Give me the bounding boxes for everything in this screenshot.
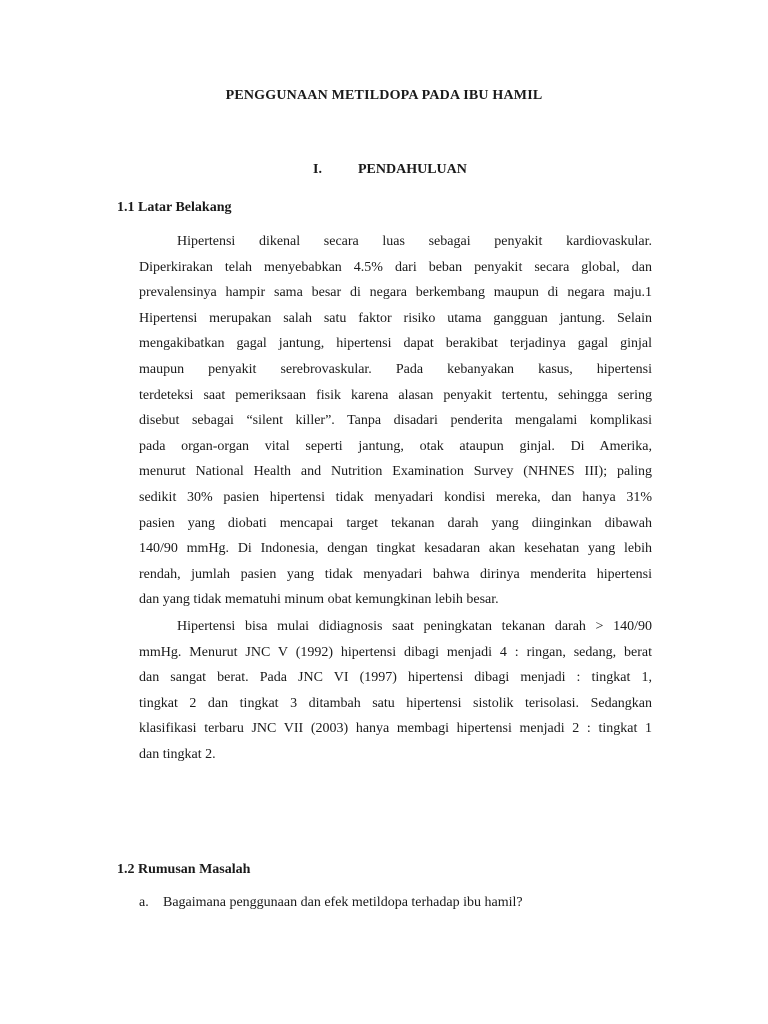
paragraph-line: terdeteksi saat pemeriksaan fisik karena alasan penyakit tertentu, sehingga sering (139, 387, 652, 403)
paragraph-line: mmHg. Menurut JNC V (1992) hipertensi dibagi menjadi 4 : ringan, sedang, berat (139, 644, 652, 660)
paragraph-line: dan tingkat 2. (139, 746, 216, 762)
paragraph-line: dan yang tidak mematuhi minum obat kemungkinan lebih besar. (139, 592, 499, 608)
paragraph-line: disebut sebagai “silent killer”. Tanpa disadari penderita mengalami komplikasi (139, 413, 652, 429)
list-item (139, 895, 523, 911)
paragraph-line: pasien yang diobati mencapai target tekanan darah yang diinginkan dibawah (139, 515, 652, 531)
paragraph-latar-belakang-1 (139, 229, 652, 613)
paragraph-line: Diperkirakan telah menyebabkan 4.5% dari beban penyakit secara global, dan (139, 259, 652, 275)
section-heading-latar-belakang: 1.1 Latar Belakang (117, 200, 232, 215)
chapter-number: I. (313, 162, 322, 177)
paragraph-line: pada organ-organ vital seperti jantung, otak ataupun ginjal. Di Amerika, (139, 438, 652, 454)
paragraph-line: Hipertensi merupakan salah satu faktor risiko utama gangguan jantung. Selain (139, 310, 652, 326)
paragraph-line: Hipertensi bisa mulai didiagnosis saat peningkatan tekanan darah > 140/90 (177, 619, 652, 634)
paragraph-line: rendah, jumlah pasien yang tidak menyadari bahwa dirinya menderita hipertensi (139, 566, 652, 582)
section-heading-rumusan-masalah: 1.2 Rumusan Masalah (117, 862, 251, 877)
paragraph-line: prevalensinya hampir sama besar di negara berkembang maupun di negara maju.1 (139, 285, 652, 301)
paragraph-line: dan sangat berat. Pada JNC VI (1997) hipertensi dibagi menjadi : tingkat 1, (139, 670, 652, 686)
paragraph-line: klasifikasi terbaru JNC VII (2003) hanya membagi hipertensi menjadi 2 : tingkat 1 (139, 721, 652, 737)
paragraph-line: 140/90 mmHg. Di Indonesia, dengan tingkat kesadaran akan kesehatan yang lebih (139, 541, 652, 557)
document-title: PENGGUNAAN METILDOPA PADA IBU HAMIL (225, 88, 543, 103)
paragraph-line: tingkat 2 dan tingkat 3 ditambah satu hipertensi sistolik terisolasi. Sedangkan (139, 695, 652, 711)
paragraph-line: menurut National Health and Nutrition Examination Survey (NHNES III); paling (139, 464, 652, 480)
paragraph-line: maupun penyakit serebrovaskular. Pada kebanyakan kasus, hipertensi (139, 361, 652, 377)
paragraph-line: Hipertensi dikenal secara luas sebagai penyakit kardiovaskular. (177, 234, 652, 249)
chapter-title: PENDAHULUAN (358, 162, 467, 177)
paragraph-line: sedikit 30% pasien hipertensi tidak menyadari kondisi mereka, dan hanya 31% (139, 489, 652, 505)
list-marker: a. (139, 895, 149, 910)
chapter-heading (313, 162, 467, 178)
list-item-text: Bagaimana penggunaan dan efek metildopa terhadap ibu hamil? (163, 895, 523, 910)
paragraph-latar-belakang-2 (139, 614, 652, 768)
paragraph-line: mengakibatkan gagal jantung, hipertensi dapat berakibat terjadinya gagal ginjal (139, 336, 652, 352)
